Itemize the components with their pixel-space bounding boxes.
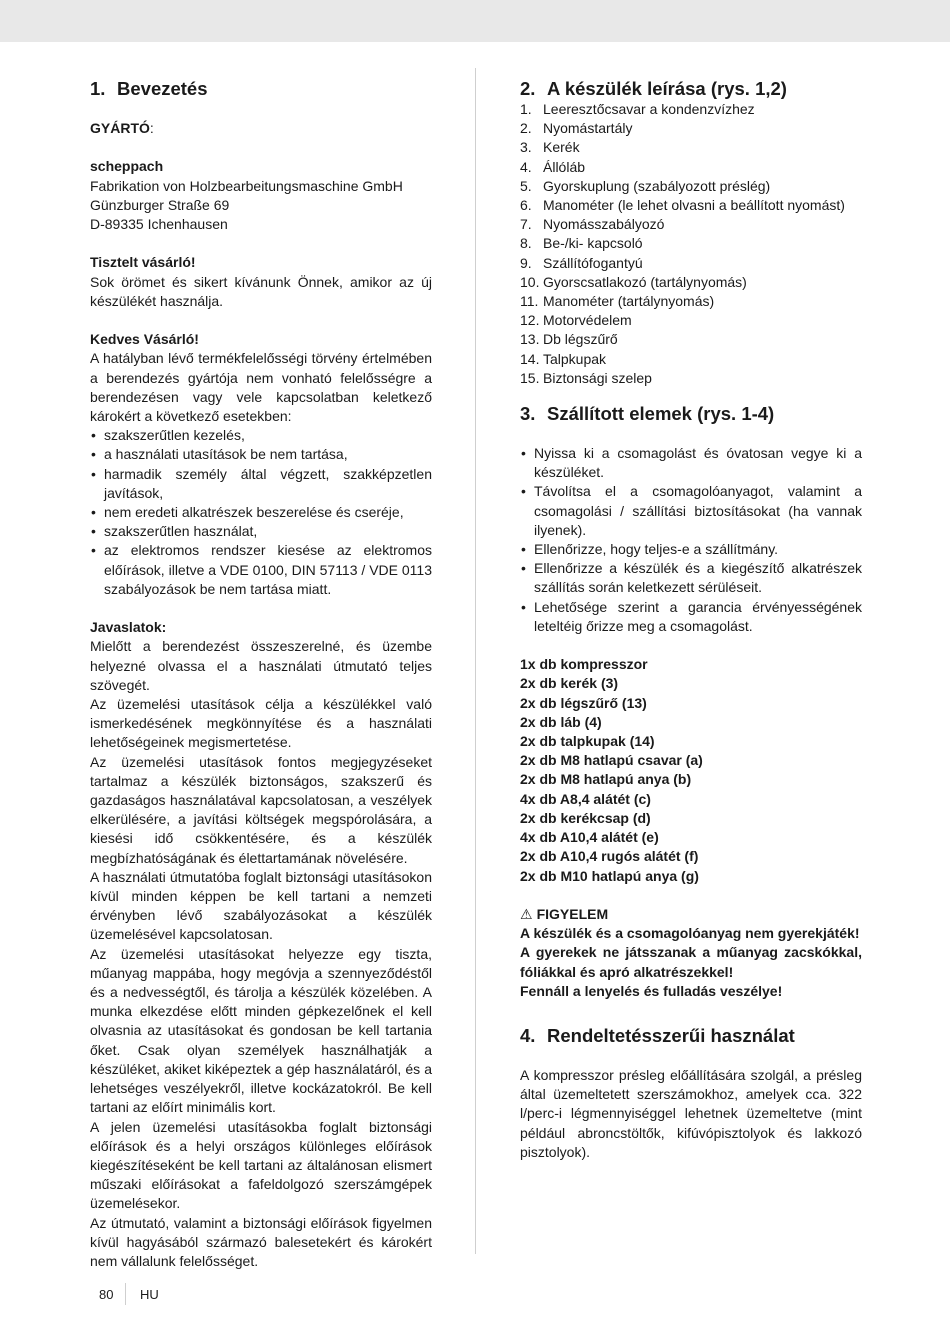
- list-item: • Lehetősége szerint a garancia érvényességének leteltéig őrizze meg a csomagolást.: [520, 598, 862, 636]
- section-heading-delivered: 3. Szállított elemek (rys. 1-4): [520, 403, 775, 425]
- recommendation-paragraph: Az üzemelési utasítások célja a készülékkel való ismerkedésének megkönnyítése és a használati lehetőségeinek megismertetése.: [90, 696, 432, 751]
- list-item: 2x db kerék (3): [520, 675, 619, 692]
- list-item: 7. Nyomásszabályozó: [520, 216, 665, 233]
- list-item: 1x db kompresszor: [520, 656, 648, 673]
- greeting-text: Sok örömet és sikert kívánunk Önnek, amikor az új készülékét használja.: [90, 273, 432, 309]
- warning-text: A gyerekek ne játsszanak a műanyag zacskókkal, fóliákkal és apró alkatrészekkel!: [520, 944, 862, 980]
- list-item: 11. Manométer (tartálynyomás): [520, 293, 715, 310]
- greeting-heading: Tisztelt vásárló!: [90, 254, 196, 271]
- section-heading-description: 2. A készülék leírása (rys. 1,2): [520, 78, 787, 99]
- list-item: 4x db A10,4 alátét (e): [520, 829, 659, 846]
- warning-heading: ⚠ FIGYELEM: [520, 905, 862, 924]
- device-parts-list: [520, 100, 862, 388]
- recommendation-paragraph: A használati útmutatóba foglalt biztonsági utasításokon kívül minden képpen be kell tartani a nemzeti érvényben lévő szabályozásokat a készülék üzemelésével kapcsolatosan.: [90, 868, 432, 943]
- list-item: 8. Be-/ki- kapcsoló: [520, 235, 643, 252]
- list-item: 12. Motorvédelem: [520, 312, 632, 329]
- recommendations-heading: Javaslatok:: [90, 619, 167, 636]
- address-line: D-89335 Ichenhausen: [90, 216, 228, 232]
- list-item: 14. Talpkupak: [520, 350, 607, 367]
- recommendation-paragraph: A jelen üzemelési utasításokba foglalt biztonsági előírások és a helyi országos különleges előírások kiegészítéseként be kell tartani az általánosan elismert műszaki előírásokat a fafeldolgozó szerszámgépek üzemelésekor.: [90, 1118, 432, 1212]
- list-item: • nem eredeti alkatrészek beszerelése és cseréje,: [90, 503, 432, 522]
- greeting-heading: Kedves Vásárló!: [90, 331, 199, 348]
- list-item: 4x db A8,4 alátét (c): [520, 790, 651, 807]
- liability-text: A hatályban lévő termékfelelősségi törvény értelmében a berendezés gyártója nem vonható felelősségre a berendezésen vagy vele kapcsolatban keletkező károkért a következő esetekben:: [90, 350, 432, 424]
- recommendation-paragraph: Az útmutató, valamint a biztonsági előírások figyelmen kívül hagyásából származó balesetekért és károkért nem vállalunk felelősséget.: [90, 1214, 432, 1269]
- liability-cases-list: [90, 426, 432, 599]
- unpacking-steps-list: [520, 444, 862, 636]
- page-number: 80: [99, 1286, 114, 1302]
- company-name: scheppach: [90, 158, 164, 175]
- list-item: 2x db kerékcsap (d): [520, 809, 651, 826]
- page-footer: [99, 1283, 159, 1305]
- list-item: 2x db légszűrő (13): [520, 694, 647, 711]
- list-item: 2x db A10,4 rugós alátét (f): [520, 848, 699, 865]
- list-item: • a használati utasítások be nem tartása,: [90, 445, 432, 464]
- list-item: • Nyissa ki a csomagolást és óvatosan vegye ki a készüléket.: [520, 444, 862, 482]
- section-title: Szállított elemek (rys. 1-4): [547, 403, 775, 425]
- list-item: 15. Biztonsági szelep: [520, 369, 652, 386]
- column-divider: [475, 68, 476, 1254]
- list-item: • Ellenőrizze, hogy teljes-e a szállítmány.: [520, 540, 862, 559]
- list-item: 2. Nyomástartály: [520, 120, 633, 137]
- left-column: [90, 78, 432, 1271]
- section-heading-intro: 1. Bevezetés: [90, 78, 208, 99]
- recommendation-paragraph: Az üzemelési utasítások fontos megjegyzéseket tartalmaz a készülék biztonságos, szakszerű és gazdaságos használatával kapcsolatosan, a veszélyek elkerülésére, a javítási költségek megspórolására, a kiesési idő csökkentésére, és a készülék megbízhatóságának és élettartamának növelésére.: [90, 753, 432, 866]
- list-item: 6. Manométer (le lehet olvasni a beállított nyomást): [520, 197, 845, 214]
- manufacturer-label: GYÁRTÓ:: [90, 120, 154, 136]
- list-item: 4. Állóláb: [520, 158, 586, 175]
- footer-divider: [125, 1283, 126, 1305]
- list-item: 3. Kerék: [520, 139, 580, 156]
- warning-icon: ⚠: [520, 905, 533, 922]
- list-item: 10. Gyorscsatlakozó (tartálynyomás): [520, 273, 747, 290]
- section-title: Bevezetés: [117, 78, 208, 99]
- list-item: 5. Gyorskuplung (szabályozott préslég): [520, 177, 771, 194]
- list-item: • Távolítsa el a csomagolóanyagot, valamint a csomagolási / szállítási biztosításokat (ha vannak ilyenek).: [520, 482, 862, 540]
- top-bar: [0, 0, 950, 42]
- list-item: • szakszerűtlen használat,: [90, 522, 432, 541]
- list-item: 1. Leeresztőcsavar a kondenzvízhez: [520, 101, 755, 117]
- list-item: 13. Db légszűrő: [520, 331, 618, 348]
- address-line: Günzburger Straße 69: [90, 196, 230, 213]
- list-item: 2x db láb (4): [520, 713, 602, 730]
- list-item: 2x db M8 hatlapú csavar (a): [520, 752, 703, 769]
- recommendation-paragraph: Mielőtt a berendezést összeszerelné, és üzembe helyezné olvassa el a használati útmutató teljes szövegét.: [90, 638, 432, 693]
- intended-use-text: A kompresszor présleg előállítására szolgál, a présleg által üzemeltetett szerszámokhoz, amelyek cca. 322 l/perc-i légmennyiséggel lehetnek üzemeltetve (mint például abroncstöltők, kifúvópisztolyok és lakkozó pisztolyok).: [520, 1066, 862, 1160]
- list-item: • az elektromos rendszer kiesése az elektromos előírások, illetve a VDE 0100, DIN 57113 / VDE 0113 szabályozások be nem tartása miatt.: [90, 541, 432, 599]
- right-column: [520, 78, 862, 1162]
- list-item: 2x db M8 hatlapú anya (b): [520, 771, 692, 788]
- warning-text: A készülék és a csomagolóanyag nem gyerekjáték!: [520, 925, 860, 942]
- list-item: • harmadik személy által végzett, szakképzetlen javítások,: [90, 465, 432, 503]
- delivered-parts-list: [520, 655, 862, 885]
- section-title: A készülék leírása (rys. 1,2): [547, 78, 787, 99]
- recommendation-paragraph: Az üzemelési utasításokat helyezze egy tiszta, műanyag mappába, hogy megóvja a szennyeződéstől és a nedvességtől, és tárolja a készülék közelében. A munka elkezdése előtt minden gépkezelőnek el kell olvasnia az utasításokat és gondosan be kell tartania őket. Csak olyan személyek használhatják a készüléket, akiket kiképeztek a gép használatáról, és a lehetséges veszélyekről, illetve kockázatokról. Be kell tartani az előírt minimális kort.: [90, 945, 432, 1116]
- warning-text: Fennáll a lenyelés és fulladás veszélye!: [520, 982, 783, 999]
- list-item: 9. Szállítófogantyú: [520, 254, 643, 271]
- list-item: • Ellenőrizze a készülék és a kiegészítő alkatrészek szállítás során keletkezett sérüléseit.: [520, 559, 862, 597]
- list-item: 2x db talpkupak (14): [520, 733, 655, 750]
- section-heading-intended-use: 4. Rendeltetésszerűi használat: [520, 1024, 795, 1046]
- section-title: Rendeltetésszerűi használat: [547, 1024, 795, 1046]
- language-code: HU: [140, 1286, 159, 1302]
- address-line: Fabrikation von Holzbearbeitungsmaschine GmbH: [90, 177, 403, 194]
- list-item: • szakszerűtlen kezelés,: [90, 426, 432, 445]
- list-item: 2x db M10 hatlapú anya (g): [520, 867, 699, 884]
